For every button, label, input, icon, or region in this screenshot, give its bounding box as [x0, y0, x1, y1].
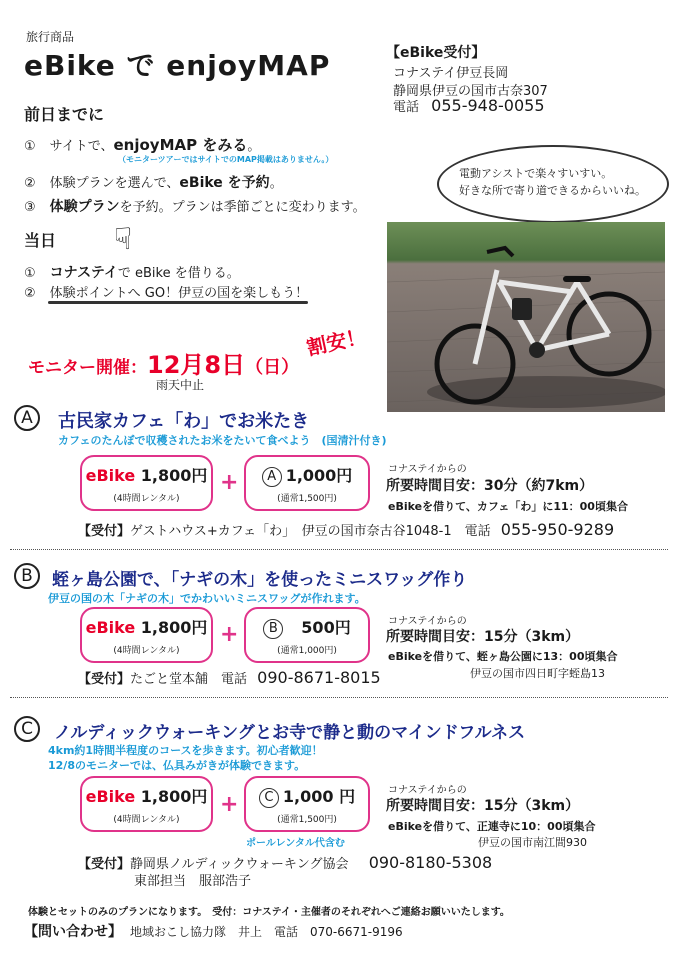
plan-c-desc-1: 4km約1時間半程度のコースを歩きます。初心者歓迎！: [48, 744, 323, 757]
plan-a-ebike-price: eBike 1,800円 (4時間レンタル): [80, 455, 213, 511]
before-heading: 前日までに: [24, 105, 105, 124]
plan-c-time: 所要時間目安：15分（3km）: [386, 798, 580, 814]
bubble-line-2: 好きな所で寄り道できるからいいね。: [459, 184, 646, 197]
bicycle-photo: [387, 222, 665, 412]
plan-a-desc: カフェのたんぼで収穫されたお米をたいて食べよう (国清汁付き): [58, 434, 387, 447]
plan-a-time: 所要時間目安：30分（約7km）: [386, 478, 594, 494]
plan-a-from: コナステイからの: [388, 464, 467, 475]
monitor-banner: モニター開催：12月8日（日）: [28, 351, 300, 379]
before-note: （モニターツアーではサイトでのMAP掲載はありません。）: [118, 155, 334, 164]
plan-b-option-price: B 500円 (通常1,000円): [244, 607, 370, 663]
plan-c-contact: 【受付】静岡県ノルディックウォーキング協会 090-8180-5308: [78, 853, 493, 872]
before-step-3: ③ 体験プランを予約。プランは季節ごとに変わります。: [24, 199, 366, 215]
cheap-badge: 割安！: [304, 323, 369, 360]
plan-b-meet: eBikeを借りて、蛭ヶ島公園に13：00頃集合: [388, 650, 618, 663]
reception-heading: 【eBike受付】: [386, 45, 486, 61]
plan-c-contact-person: 東部担当 服部浩子: [134, 874, 252, 889]
reception-phone: 055-948-0055: [431, 96, 545, 115]
day-heading: 当日: [24, 231, 57, 250]
reception-address: 静岡県伊豆の国市古奈307: [393, 84, 548, 99]
plan-a-contact: 【受付】ゲストハウス+カフェ「わ」 伊豆の国市奈古谷1048-1 電話 055-950-9289: [78, 520, 615, 539]
day-step-2: ② 体験ポイントへ GO！伊豆の国を楽しもう！: [24, 286, 309, 301]
plan-c-option-price: C 1,000 円 (通常1,500円): [244, 776, 370, 832]
plan-b-from: コナステイからの: [388, 616, 467, 627]
before-step-2: ② 体験プランを選んで、eBike を予約。: [24, 175, 283, 191]
plan-c-meet-address: 伊豆の国市南江間930: [478, 836, 587, 849]
reception-phone-row: [393, 96, 545, 115]
footer-inquiry: 【問い合わせ】 地域おこし協力隊 井上 電話 070-6671-9196: [24, 924, 403, 940]
plan-c-title: ノルディックウォーキングとお寺で静と動のマインドフルネス: [54, 723, 526, 743]
pointing-hand-icon: ☟: [114, 222, 133, 257]
plan-c-meet: eBikeを借りて、正連寺に10：00頃集合: [388, 820, 596, 833]
plan-a-title: 古民家カフェ「わ」でお米たき: [58, 411, 310, 432]
rain-cancel: 雨天中止: [156, 378, 205, 392]
plus-icon: +: [220, 622, 239, 647]
plan-a-meet: eBikeを借りて、カフェ「わ」に11：00頃集合: [388, 500, 628, 513]
bubble-line-1: 電動アシストで楽々すいすい。: [459, 167, 613, 180]
divider: [10, 697, 668, 698]
plan-c-letter: C: [14, 716, 40, 742]
plus-icon: +: [220, 792, 239, 817]
reception-phone-label: 電話: [393, 100, 420, 115]
plan-b-contact: 【受付】たごと堂本舗 電話 090-8671-8015: [78, 668, 381, 687]
plan-a-letter: A: [14, 405, 40, 431]
reception-name: コナステイ伊豆長岡: [393, 66, 509, 81]
plan-b-time: 所要時間目安：15分（3km）: [386, 629, 580, 645]
plan-b-title: 蛭ヶ島公園で、「ナギの木」を使ったミニスワッグ作り: [52, 570, 468, 590]
kicker: 旅行商品: [26, 30, 75, 44]
plan-b-meet-address: 伊豆の国市四日町字蛭島13: [470, 667, 605, 680]
plan-b-letter: B: [14, 563, 40, 589]
before-step-1: ① サイトで、enjoyMAP をみる。: [24, 136, 261, 154]
divider: [10, 549, 668, 550]
plan-c-from: コナステイからの: [388, 785, 467, 796]
divider-brush: [48, 301, 308, 304]
plus-icon: +: [220, 470, 239, 495]
footer-note: 体験とセットのみのプランになります。 受付：コナステイ・主催者のそれぞれへご連絡お願いいたします。: [28, 907, 510, 918]
plan-b-desc: 伊豆の国の木「ナギの木」でかわいいミニスワッグが作れます。: [48, 592, 366, 605]
plan-c-option-note: ポールレンタル代含む: [246, 838, 345, 849]
page-title: eBike で enjoyMAP: [24, 49, 331, 82]
plan-c-ebike-price: eBike 1,800円 (4時間レンタル): [80, 776, 213, 832]
day-step-1: ① コナステイで eBike を借りる。: [24, 265, 240, 281]
plan-b-ebike-price: eBike 1,800円 (4時間レンタル): [80, 607, 213, 663]
plan-a-option-price: A 1,000円 (通常1,500円): [244, 455, 370, 511]
plan-c-desc-2: 12/8のモニターでは、仏具みがきが体験できます。: [48, 759, 306, 772]
